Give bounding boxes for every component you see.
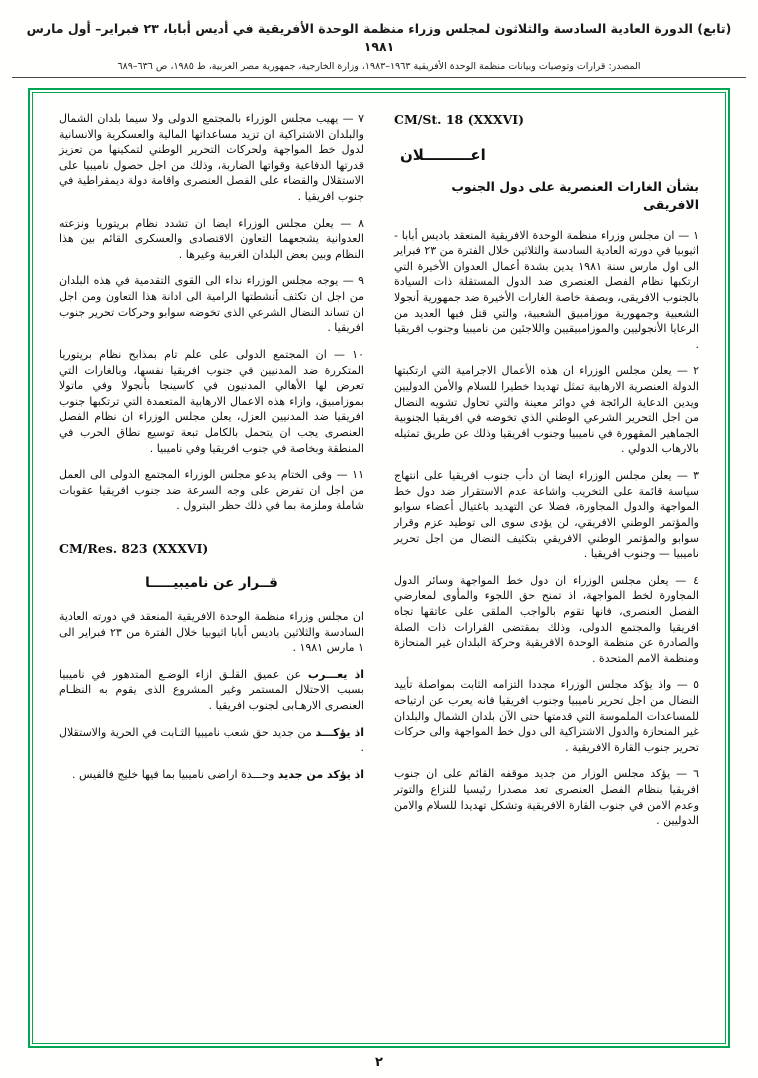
clause-lead: اذ يؤكـــد [315,725,364,739]
paragraph-4: ٤ — يعلن مجلس الوزراء ان دول خط المواجهة وسائر الدول المجاورة لخط المواجهة، اذ تمنح حق اللجوء والمأوى لمعارضي الفصل العنصرى، فانها تقوم بالواجب الملقى على عاتقها تجاه افريقيا والمجتمع الدولى، وذلك بمقتضى القرارات ذات الصلة والصادرة عن منظمة الوحدة الافريقية وحركة البلدان غير المنحازة ومنظمة الامم المتحدة . [394,573,699,665]
paragraph-9: ٩ — يوجه مجلس الوزراء نداء الى القوى التقدمية في هذه البلدان من اجل ان تكثف أنشطتها الرامية الى ادانة هذا التعاون ومن اجل ان تساند النضال الشرعي الذى تخوضه سوابو وحركات تحرير جنوب افريقيا . [59,274,364,335]
resolution-clause-2 [59,725,364,756]
paragraph-2: ٢ — يعلن مجلس الوزراء ان هذه الأعمال الاجرامية التي ارتكبتها الدولة العنصرية الارهابية تمثل تهديدا خطيرا للسلام والأمن الدوليين ويدين الدعاية الرائجة في دوائر معينة والتي تحاول تشويه النضال من اجل التحرير الشرعي الوطني الذي تخوضه في افريقيا الجنوبية الجماهير المقهورة في ناميبيا وجنوب افريقيا وذلك عن طريق تمثيله بالارهاب الدولي . [394,364,699,456]
column-right [394,111,699,1029]
paragraph-3: ٣ — يعلن مجلس الوزراء ايضا ان دأب جنوب افريقيا على انتهاج سياسة قائمة على التخريب واشاعة عدم الاستقرار ضد دول خط المواجهة والدول المجاورة، فضلا عن التهديد باغتيال أعضاء سوابو والمؤتمر الوطني الافريقي، لن يؤدى سوى الى توطيد عزم وقرار سوابو والمؤتمر الوطني الافريقي بتكثيف النضال من اجل تحرير ناميبيا — وجنوب افريقيا . [394,469,699,561]
clause-text: عن عميق القلـق ازاء الوضـع المتدهور في ناميبيا بسبب الاحتلال المستمر وغير المشروع الذى يقوم به النظـام العنصرى الارهـابى لجنوب افريقيا . [59,667,364,712]
document-frame-outer [28,88,730,1048]
header-source: المصدر: قرارات وتوصيات وبيانات منظمة الوحدة الأفريقية ١٩٦٣–١٩٨٣، وزارة الخارجية، جمهورية مصر العربية، ط ١٩٨٥، ص ٦٣٦–٦٨٩ [117,61,641,72]
doc-ref-cm-st-18: CM/St. 18 (XXXVI) [394,112,525,127]
paragraph-7: ٧ — يهيب مجلس الوزراء بالمجتمع الدولى ولا سيما بلدان الشمال والبلدان الاشتراكية ان تزيد مساعداتها المالية والعسكرية والانسانية لدول خط المواجهة ولحركات التحرير الوطني لتمكينها من تعزيز قدرتها الدفاعية وقواتها الضاربة، وذلك من اجل حصول ناميبيا على الاستقلال والقضاء على الفصل العنصرى واقامة دولة ديمقراطية في جنوب افريقيا . [59,112,364,204]
doc-ref-cm-res-823: CM/Res. 823 (XXXVI) [59,541,209,557]
resolution-clause-1 [59,667,364,714]
page-header [0,0,758,78]
resolution-title: قــرار عن ناميبيـــــا [145,574,278,591]
paragraph-8: ٨ — يعلن مجلس الوزراء ايضا ان تشدد نظام بريتوريا ونزعته العدوانية يشجعهما التعاون الاقتصادى والعسكرى القائم بين هذا النظام وبين بعض البلدان الغربية وغيرها . [59,216,364,261]
paragraph-10: ١٠ — ان المجتمع الدولى على علم تام بمذابح نظام بريتوريا المتكررة ضد المدنيين في جنوب افريقيا نفسها، وبالغارات التي تعرض لها الأهالي المدنيون في كاسينجا بأنجولا وفي ماتولا بموزامبيق، وازاء هذه الاعمال الارهابية المتعمدة التي ترتكبها جنوب افريقيا ضد المدنيين العزل، يعلن مجلس الوزراء ان نظام الفصل العنصرى يجب ان يتحمل بالكامل تبعة توسيع نطاق الحرب في المنطقة وبخاصة في جنوب افريقيا وفي ناميبيا . [59,347,364,455]
paragraph-6: ٦ — يؤكد مجلس الوزار من جديد موقفه القائم على ان جنوب افريقيا بنظام الفصل العنصرى تعد مصدرا رئيسيا للنزاع والتوتر وعدم الامن في جنوب القارة الافريقية وتشكل تهديدا للسلام والامن الدوليين . [394,767,699,828]
paragraph-11: ١١ — وفى الختام يدعو مجلس الوزراء المجتمع الدولى الى العمل من اجل ان تفرض على وجه السرعة ضد جنوب افريقيا عقوبات شاملة وملزمة بما في ذلك حظر البترول . [59,468,364,513]
page-number: ٢ [375,1055,383,1070]
clause-text: وحـــدة اراضى ناميبيا بما فيها خليج فالفيس . [71,767,275,781]
header-divider [12,77,746,78]
paragraph-1: ١ — ان مجلس وزراء منظمة الوحدة الافريقية المنعقد باديس أبابا - اثيوبيا في دورته العادية السادسة والثلاثين خلال الفترة من ٢٣ فبراير الى اول مارس سنة ١٩٨١ يدين بشدة أعمال العدوان الأخيرة التي ارتكبها نظام الفصل العنصرى ضد الدول المستقلة ذات السيادة بالجنوب الافريقى، وبصفة خاصة الغارات الأخيرة ضد جمهورية أنجولا الشعبية وجمهورية موزامبيق الشعبية، والتي قتل فيها العديد من الرعايا الأنجوليين والموزامبيقيين واللاجئين من ناميبيا وجنوب افريقيا . [393,228,699,351]
header-title: (تابع) الدورة العادية السادسة والثلاثون لمجلس وزراء منظمة الوحدة الأفريقية في أديس أبابا، ٢٣ فبراير– أول مارس ١٩٨١ [26,21,732,54]
column-left [59,111,364,1029]
resolution-intro: ان مجلس وزراء منظمة الوحدة الافريقية المنعقد في دورته العادية السادسة والثلاثين باديس أبابا اثيوبيا خلال الفترة من ٢٣ فبراير الى ١ مارس ١٩٨١ . [59,609,364,655]
document-frame-inner [32,92,726,1044]
columns-container [33,93,725,1043]
paragraph-5: ٥ — واذ يؤكد مجلس الوزراء مجددا التزامه الثابت بمواصلة تأييد النضال من اجل تحرير ناميبيا وجنوب افريقيا فانه يعرب عن ارتياحه للمساعدات الملموسة التي قدمتها حتى الآن بلدان الشمال والبلدان غير المنحازة والدول الاشتراكية الى دول خط المواجهة والى حركات تحرير جنوب القارة الافريقية . [394,678,699,754]
clause-text: من جديد حق شعب ناميبيا الثـابت في الحرية والاستقلال . [59,725,364,755]
announcement-subject: بشأن الغارات العنصرية على دول الجنوب الافريقى [451,179,699,212]
announcement-title: اعـــــــــلان [400,145,486,164]
resolution-clause-3 [59,767,364,783]
clause-lead: اذ يعـــرب [307,667,364,681]
clause-lead: اذ يؤكد من جديد [277,767,364,781]
